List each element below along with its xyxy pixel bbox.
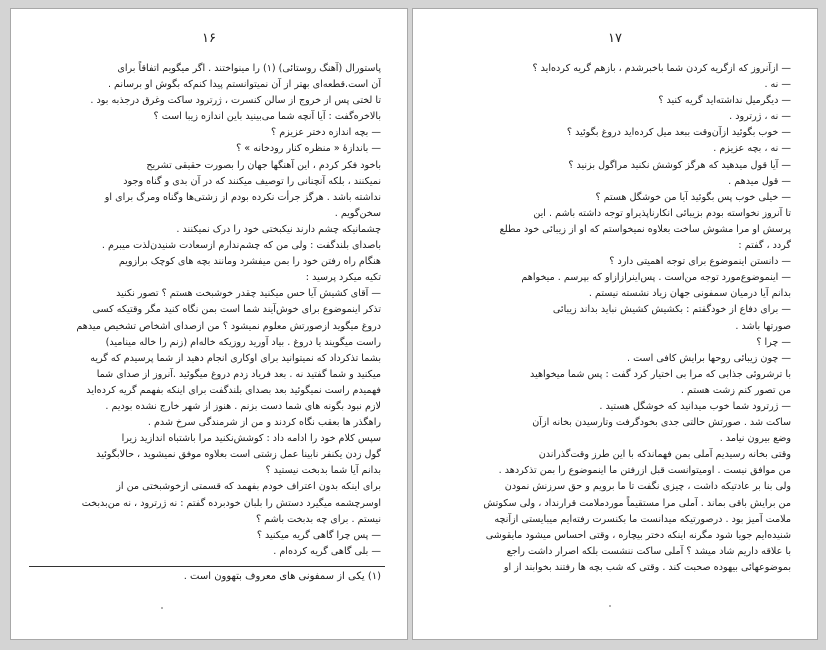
left-page (10, 8, 408, 640)
page-number: ۱۶ (202, 31, 216, 46)
text-line: — نه . (764, 79, 791, 91)
text-line: چشمانیکه چشم دارند نیکبختی خود را درک نمیکنند . (176, 223, 381, 235)
text-line: — خیلی خوب پس بگوئید آیا من خوشگل هستم ؟ (595, 191, 791, 203)
text-line: ساکت شد . صورتش حالتی جدی بخودگرفت وتارسیدن بخانه ازآن (532, 417, 791, 429)
text-line: — نه ، بچه عزیزم . (713, 143, 791, 155)
text-line: تذکر اینموضوع برای خوش‌آیند شما است بمن نگاه کنید مگر وقتیکه کسی (92, 304, 381, 316)
text-line: — چون زیبائی روحها برایش کافی است . (627, 352, 791, 364)
text-line: من تصور کنم زشت هستم . (680, 384, 791, 396)
text-line: — آقای کشیش آیا حس میکنید چقدر خوشبخت هستم ؟ تصور نکنید (116, 288, 381, 300)
text-line: — ژرترود شما خوب میدانید که خوشگل هستید . (599, 400, 791, 412)
text-line: — پس چرا گاهی گریه میکنید ؟ (256, 529, 381, 541)
text-line: تا لختی پس از خروج از سالن کنسرت ، ژرترود ساکت وغرق درجذبه بود . (90, 95, 381, 107)
page-body-text (33, 61, 381, 560)
text-line: هنگام راه رفتن خود را بمن میفشرد ومانند بچه های کوچک برازویم (118, 256, 381, 268)
text-line: بدانم آیا درمیان سمفونی جهان زیاد نشسته نیستم . (588, 288, 791, 300)
text-line: برای اینکه بدون اعتراف خودم بفهمد که قسمتی ازخوشبختی من از (116, 481, 381, 493)
text-line: راست میگویند یا دروغ . بیاد آورید روزیکه خاله‌ام (زنم را خاله مینامید) (105, 336, 381, 348)
text-line: لازم نبود بگونه های شما دست بزنم . هنوز از شهر خارج نشده بودیم . (105, 400, 381, 412)
text-line: گول زدن یکنفر نابینا عمل زشتی است بعلاوه موفق نمیشوید ، حالابگوئید (96, 449, 381, 461)
text-line: — ازآنروز که ازگریه کردن شما باخبرشدم ، بازهم گریه کرده‌اید ؟ (532, 63, 791, 74)
text-line: آن است.قطعه‌ای بهتر از آن نمیتوانستم پیدا کنم‌که بگوش او برسانم . (107, 79, 381, 91)
text-line: بالاخره‌گفت : آیا آنچه شما می‌بینید باین اندازه زیبا است ؟ (153, 111, 381, 123)
text-line: باصدای بلندگفت : ولی من که چشم‌ندارم ازسعادت شنیدن‌لذت میبرم . (101, 240, 381, 252)
text-line: — چرا ؟ (756, 336, 791, 348)
text-line: باخود فکر کردم ، این آهنگها جهان را بصورت حقیقی تشریح (146, 159, 381, 171)
text-line: فهمیدم راست نمیگوئید بعد بصدای بلندگفت برای اینکه بفهمم گریه کرده‌اید (86, 384, 381, 396)
text-line: پاستورال (آهنگ روستائی) (۱) را مینواختند . اگر میگویم اتفاقاً برای (117, 63, 381, 74)
text-line: راهگذر ها بعقب نگاه کردند و من از شرمندگی سرخ شدم . (147, 417, 381, 429)
text-line: — نه ، ژرترود . (729, 111, 791, 123)
text-line: با علاقه داریم شاد میشد ؟ آملی ساکت ننشست بلکه اصرار داشت راجع (506, 545, 791, 557)
text-line: — بلی گاهی گریه کرده‌ام . (273, 545, 381, 557)
text-line: ملامت آمیز بود . درصورتیکه میدانست ما بکنسرت رفته‌ایم میبایستی ازآنچه (494, 513, 791, 525)
text-line: وقتی بخانه رسیدیم آملی بمن فهماندکه با این طرز وقت‌گذراندن (538, 449, 791, 461)
text-line: شنیده‌ایم جویا شود مگرنه اینکه دختر بیچاره ، وقتی احساس میشود مایقوشی (485, 529, 791, 541)
text-line: — برای دفاع از خودگفتم : بکشیش کشیش نباید بداند زیبائی (552, 304, 791, 316)
text-line: نمیکنند ، بلکه آنچنانی را توصیف میکنند که در آن بدی و گناه وجود (123, 175, 381, 187)
text-line: صورتها باشد . (735, 320, 791, 332)
right-page (412, 8, 818, 640)
text-line: میکنید و شما گفتید نه . بعد فریاد زدم دروغ میگوئید .آنروز از صدای شما (96, 368, 381, 380)
text-line: تا آنروز نخواسته بودم بزیبائی انکارناپذیراو توجه داشته باشم . این (533, 207, 791, 219)
text-line: بموضوعهائی بیهوده صحبت کند . وقتی که شب بچه ها رفتند بخوابند از او (503, 561, 791, 573)
text-line: — باندازهٔ « منظره کنار رودخانه » ؟ (236, 143, 381, 155)
scan-speck (161, 607, 163, 609)
text-line: بدانم آیا شما بدبخت نیستید ؟ (265, 465, 381, 477)
text-line: — قول میدهم . (728, 175, 791, 187)
text-line: نیستم . برای چه بدبخت باشم ؟ (255, 513, 381, 525)
text-line: وضع بیرون نیامد . (719, 433, 791, 445)
text-line: دروغ میگوید ازصورتش معلوم نمیشود ؟ من ازصدای اشخاص تشخیص میدهم (76, 320, 381, 332)
text-line: — اینموضوع‌مورد توجه من‌است . پس‌اینرازازاو که بپرسم . میخواهم (521, 272, 791, 284)
text-line: سخن‌گویم . (334, 207, 381, 219)
text-line: — دانستن اینموضوع برای توجه اهمیتی دارد ؟ (609, 256, 791, 268)
text-line: — دیگرمیل نداشته‌اید گریه کنید ؟ (658, 95, 791, 107)
page-number: ۱۷ (608, 31, 622, 46)
text-line: ولی بنا بر عادتیکه داشت ، چیزی نگفت تا ما برویم و حق سرزنش نمودن (504, 481, 791, 493)
footnote: (۱) یکی از سمفونی های معروف بتهوون است . (183, 571, 381, 582)
text-line: من برایش باقی بماند . آملی مرا مستقیماً موردملامت قرارنداد ، ولی سکوتش (483, 497, 791, 509)
text-line: — آیا قول میدهید که هرگز کوشش نکنید مراگول بزنید ؟ (568, 159, 791, 171)
footnote-divider (29, 566, 385, 567)
text-line: — بچه اندازه دختر عزیزم ؟ (271, 127, 381, 139)
text-line: سپس کلام خود را ادامه داد : کوشش‌نکنید مرا باشتباه اندازید زیرا (121, 433, 381, 445)
text-line: — خوب بگوئید ازآن‌وقت ببعد میل کرده‌اید دروغ بگوئید ؟ (566, 127, 791, 139)
text-line: تکیه میکرد پرسید : (305, 272, 381, 284)
page-body-text (441, 61, 791, 576)
text-line: پرسش او مرا مشوش ساخت بعلاوه نمیخواستم که او از زیبائی خود مطلع (499, 223, 791, 235)
text-line: با ترشروئی جذابی که مرا بی اختیار کرد گفت : پس شما میخواهید (530, 368, 791, 380)
scan-speck (609, 605, 611, 607)
text-line: بشما تذکرداد که نمیتوانید برای اوکاری انجام دهید از شما پرسیدم که گریه (90, 352, 381, 364)
text-line: نداشته باشد . هرگز جرأت نکرده بودم از زشتی‌ها وگناه ومرگ برای او (104, 191, 381, 203)
text-line: اوسرچشمه میگیرد دستش را بلبان خودبرده گفتم : نه ژرترود ، نه من‌بدبخت (81, 497, 381, 509)
text-line: گردد ، گفتم : (738, 240, 791, 252)
text-line: من موافق نیست . اومیتوانست قبل ازرفتن ما اینموضوع را بمن تذکردهد . (498, 465, 791, 477)
